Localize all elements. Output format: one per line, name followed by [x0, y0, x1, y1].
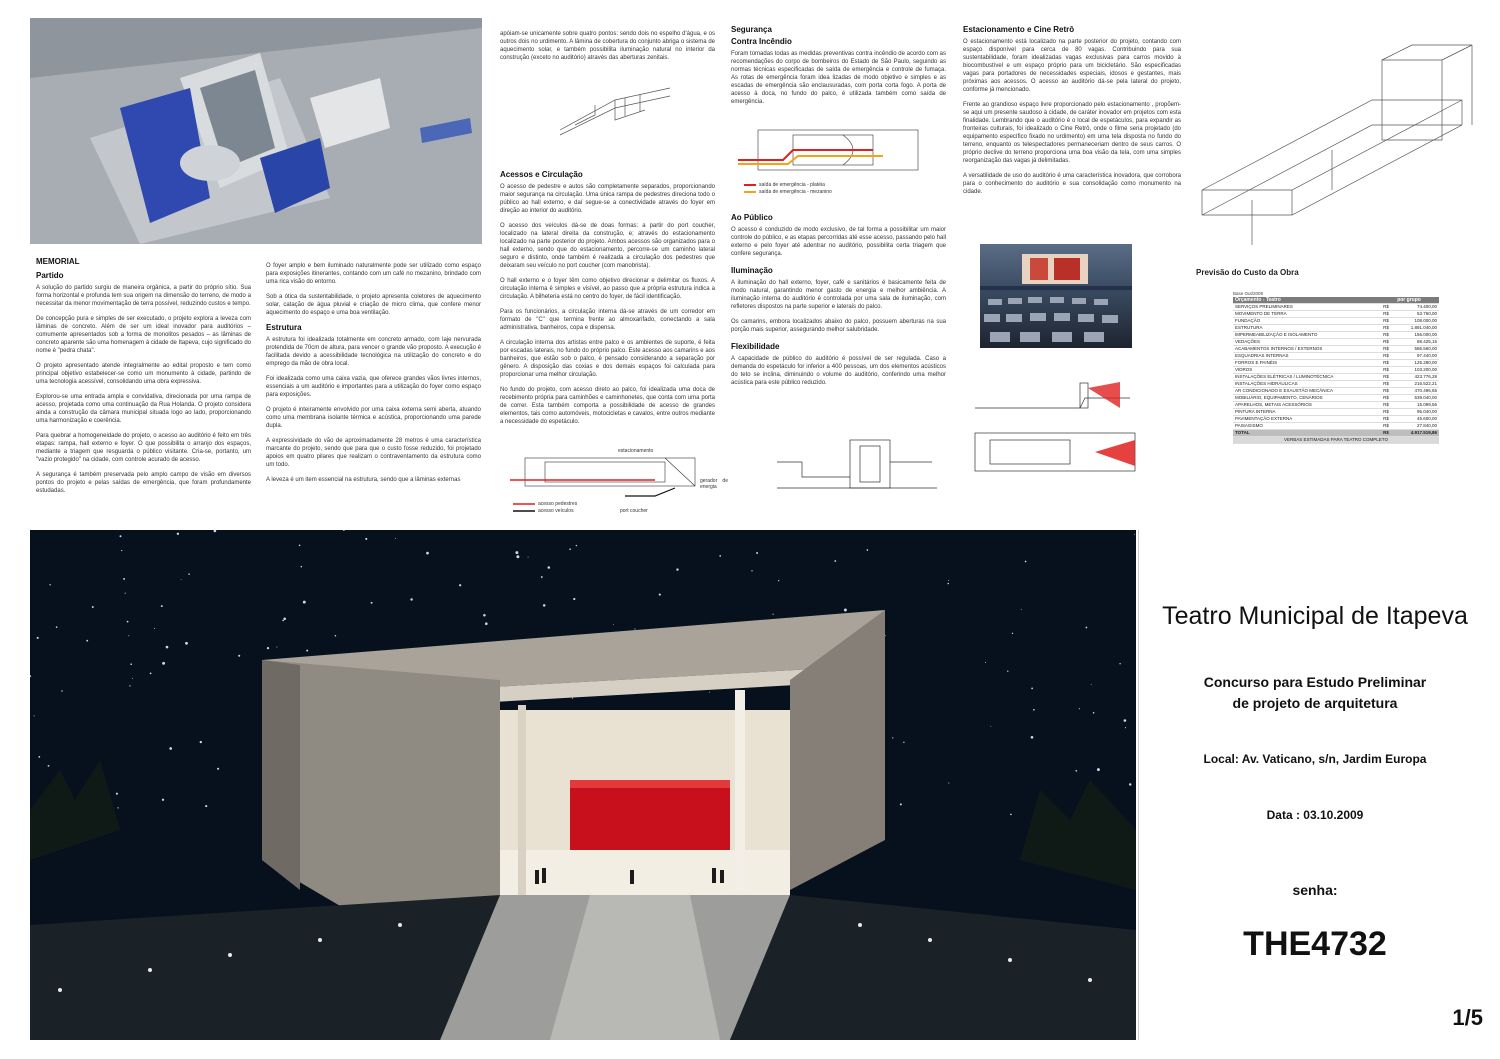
- label-acesso-pedestres: acesso pedestres: [538, 501, 578, 507]
- star: [117, 807, 118, 808]
- paragraph: Para quebrar a homogeneidade do projeto, o acesso ao auditório é feito em três etapas: rampa, hall externo e foyer. O que possibilita o arranjo dos espaços, mediante a triagem que resguarda o público visitante. Cria-se, portanto, um "vazio protegido" na cidade, com controle acurado de acesso.: [36, 433, 251, 463]
- cost-cell-currency: R$: [1381, 416, 1395, 423]
- legend-mezanino-label: saída de emergência - mezanino: [759, 189, 832, 195]
- star: [410, 598, 412, 600]
- paragraph: apóiam-se unicamente sobre quatro pontos: sendo dois no espelho d'água, e os outros dois no urdimento. A lâmina de cobertura do conjunto abriga o sistema de aquecimento solar, e também possibilita iluminação natural no interior da construção (exceto no auditório) através das aberturas zenitais.: [500, 31, 715, 61]
- star: [459, 584, 461, 586]
- cine-retro-drawing: [980, 244, 1132, 348]
- star: [1021, 609, 1022, 610]
- cost-cell-value: 125.280,00: [1395, 360, 1439, 367]
- star: [306, 650, 308, 652]
- cost-cell-value: 97.440,00: [1395, 353, 1439, 360]
- night-render-drawing: [30, 530, 1136, 1040]
- cost-cell-value: 539.040,00: [1395, 395, 1439, 402]
- cost-cell-item: ACABAMENTOS INTERNOS / EXTERNOS: [1233, 346, 1381, 353]
- section-sketch: [555, 80, 675, 140]
- cost-table-row: [1233, 423, 1439, 430]
- cost-cell-value: 156.000,00: [1395, 332, 1439, 339]
- cine-retro-photo: [980, 244, 1132, 348]
- cost-table-row: [1233, 339, 1439, 346]
- star: [990, 726, 991, 727]
- star: [276, 647, 277, 648]
- paragraph: A capacidade de público do auditório é possível de ser regulada. Caso a demanda do espetáculo for inferior a 400 pessoas, um dos elementos acústicos do teto se inclina, diminuindo o volume do auditório, conferindo uma melhor acústica para este público reduzido.: [731, 356, 946, 386]
- subtitle-line-1: Concurso para Estudo Preliminar: [1203, 674, 1427, 690]
- star: [371, 602, 373, 604]
- star: [573, 598, 575, 600]
- star: [154, 628, 155, 629]
- star: [150, 673, 152, 675]
- star: [132, 678, 133, 679]
- paragraph: A segurança é também preservada pelo amplo campo de visão em diversos pontos do projeto e pelas saídas de emergência, que foram profundamente estudadas.: [36, 472, 251, 494]
- star: [483, 614, 486, 617]
- star: [719, 555, 721, 557]
- cost-total-row: [1233, 430, 1439, 437]
- cost-cell-value: 15.099,56: [1395, 402, 1439, 409]
- cost-table-row: [1233, 332, 1439, 339]
- star: [238, 655, 240, 657]
- acessos-heading: Acessos e Circulação: [500, 170, 583, 179]
- contra-incendio-heading: Contra Incêndio: [731, 37, 792, 46]
- star: [130, 663, 132, 665]
- cost-col-value: por grupo: [1395, 297, 1439, 304]
- cost-col-item: Orçamento - Teatro: [1233, 297, 1381, 304]
- star: [1079, 708, 1080, 709]
- star: [38, 756, 40, 758]
- star: [169, 747, 172, 750]
- cost-cell-value: 103.200,00: [1395, 367, 1439, 374]
- estacionamento-heading: Estacionamento e Cine Retrô: [963, 25, 1075, 34]
- cost-cell-value: 45.600,00: [1395, 416, 1439, 423]
- cost-table-row: [1233, 402, 1439, 409]
- cost-cell-currency: R$: [1381, 360, 1395, 367]
- star: [92, 606, 94, 608]
- star: [613, 624, 614, 625]
- star: [948, 580, 949, 581]
- star: [634, 629, 635, 630]
- star: [61, 690, 62, 691]
- star: [166, 646, 169, 649]
- star: [659, 594, 661, 596]
- cost-cell-item: PINTURA INTERNA: [1233, 409, 1381, 416]
- star: [867, 549, 869, 551]
- legend-mezanino: [744, 189, 832, 196]
- paragraph: O hall externo e o foyer têm como objetivo direcionar e delimitar os fluxos. A circulação interna é simples e visível, ao passo que a própria estrutura indica a circulação. A bilheteria está no centro do foyer, de fácil identificação.: [500, 278, 715, 300]
- cost-cell-currency: R$: [1381, 402, 1395, 409]
- cost-cell-item: VEDAÇÕES: [1233, 339, 1381, 346]
- cost-cell-currency: R$: [1381, 367, 1395, 374]
- cost-cell-value: 74.400,00: [1395, 304, 1439, 311]
- night-render: [30, 530, 1136, 1040]
- cost-cell-currency: R$: [1381, 304, 1395, 311]
- star: [541, 576, 543, 578]
- paragraph: A leveza é um item essencial na estrutura, sendo que a lâminas externas: [266, 477, 461, 483]
- security-column: [731, 20, 946, 113]
- star: [751, 570, 752, 571]
- cost-cell-currency: R$: [1381, 332, 1395, 339]
- cost-table-row: [1233, 346, 1439, 353]
- cost-table-wrapper: [1233, 291, 1439, 444]
- star: [709, 692, 710, 693]
- star: [548, 566, 551, 569]
- date: Data : 03.10.2009: [1266, 808, 1364, 822]
- star: [426, 552, 429, 555]
- star: [205, 805, 207, 807]
- star: [1031, 736, 1034, 739]
- star: [121, 550, 122, 551]
- star: [395, 538, 396, 539]
- star: [125, 593, 126, 594]
- star: [200, 741, 202, 743]
- cost-cell-currency: R$: [1381, 339, 1395, 346]
- cost-total-currency: R$: [1381, 430, 1395, 437]
- star: [773, 614, 774, 615]
- cost-cell-item: ESQUADRIAS INTERNAS: [1233, 353, 1381, 360]
- cost-cell-item: ESTRUTURA: [1233, 325, 1381, 332]
- cost-cell-item: FORROS E PAINÉIS: [1233, 360, 1381, 367]
- star: [1134, 534, 1135, 535]
- cost-total-value: 4.917.519,86: [1395, 430, 1439, 437]
- paragraph: Foi idealizada como uma caixa vazia, que oferece grandes vãos livres internos, essenciais a um auditório e importantes para a utilização do foyer como espaço para exposições.: [266, 376, 481, 398]
- legend-plateia-label: saída de emergência - platéia: [759, 182, 825, 188]
- cost-table-row: [1233, 381, 1439, 388]
- star: [335, 635, 337, 637]
- cost-table-row: [1233, 325, 1439, 332]
- cost-table-row: [1233, 367, 1439, 374]
- star: [267, 647, 269, 649]
- cost-cell-currency: R$: [1381, 423, 1395, 430]
- paragraph: O projeto é inteiramente envolvido por uma caixa externa semi aberta, atuando como uma membrana isolante térmica e acústica, proporcionando uma parede dupla.: [266, 407, 481, 429]
- cost-cell-value: 423.776,28: [1395, 374, 1439, 381]
- cost-table-row: [1233, 353, 1439, 360]
- legend-plateia: [744, 182, 825, 189]
- location: Local: Av. Vaticano, s/n, Jardim Europa: [1203, 752, 1427, 766]
- cost-cell-item: MOBILIÁRIO, EQUIPAMENTO, CENÁRIOS: [1233, 395, 1381, 402]
- paragraph: A expressividade do vão de aproximadamente 28 metros é uma característica marcante do projeto, sendo que para que o custo fosse reduzido, foi projetado apoios em quatro pilares que realizam o contraventamento da estrutura como um todo.: [266, 438, 481, 468]
- cost-table-row: [1233, 409, 1439, 416]
- cost-cell-item: APARELHOS, METAIS ACESSÓRIOS: [1233, 402, 1381, 409]
- cost-table-row: [1233, 388, 1439, 395]
- paragraph: A estrutura foi idealizada totalmente em concreto armado, com laje nervurada protendida de 70cm de altura, para vencer o grande vão proposto. A execução é facilitada devido a acessibilidade tecnológica na utilização do concreto e do emprego da mão de obra local.: [266, 337, 481, 367]
- star: [1075, 770, 1077, 772]
- memorial-column: [36, 252, 251, 502]
- cost-cell-item: PAVIMENTAÇÃO EXTERNA: [1233, 416, 1381, 423]
- publico-heading: Ao Público: [731, 213, 773, 222]
- star: [162, 799, 164, 801]
- aerial-render: [30, 18, 482, 244]
- star: [834, 560, 836, 562]
- paragraph: O estacionamento está localizado na parte posterior do projeto, contando com espaço disponível para cerca de 80 vagas. Contribuindo para sua sustentabilidade, foram idealizadas vagas exclusivas para carros movido à biocombustível e um espaço próprio para um bicicletário. São especificadas vagas para portadores de necessidades especiais, idosos e gestantes, mais próximas aos acessos. O acesso ao auditório dá-se pela lateral do projeto, conforme já mencionado.: [963, 39, 1181, 93]
- star: [1093, 712, 1095, 714]
- star: [185, 642, 188, 645]
- cost-cell-item: AR CONDICIONADO E EXAUSTÃO MECÂNICA: [1233, 388, 1381, 395]
- cost-cell-currency: R$: [1381, 395, 1395, 402]
- cost-cell-value: 470.496,65: [1395, 388, 1439, 395]
- paragraph: O projeto apresentado atende integralmente ao edital proposto e tem como principal objetivo estabelecer-se como um monumento à cidade, partindo de uma tecnologia acessível, consolidando uma obra expressiva.: [36, 363, 251, 385]
- paragraph: O acesso de pedestre e autos são completamente separados, proporcionando maior segurança na circulação. Uma única rampa de pedestres direciona todo o público ao hall externo, e daí segue-se a conectividade através do foyer em direção ao interior do auditório.: [500, 184, 715, 214]
- cost-cell-item: INSTALAÇÕES HIDRÁULICAS: [1233, 381, 1381, 388]
- cost-cell-item: SERVIÇOS PRELIMINARES: [1233, 304, 1381, 311]
- star: [572, 698, 573, 699]
- paragraph: O acesso é conduzido de modo exclusivo, de tal forma a possibilitar um maior controle do público, e as etapas percorridas até esse acesso, passando pelo hall externo e pelo foyer até adentrar no auditório, possibilita certa triagem que confere segurança.: [731, 227, 946, 257]
- memorial-heading: MEMORIAL: [36, 257, 80, 266]
- star: [181, 579, 182, 580]
- paragraph: Para os funcionários, a circulação interna dá-se através de um corredor em formato de "C" que termina frente ao almoxarifado, conectando a sala administrativa, banheiros, copa e dispensa.: [500, 309, 715, 331]
- legend-yellow-swatch: [744, 191, 756, 193]
- cost-footnote-row: [1233, 437, 1439, 444]
- axonometric-sketch: [1192, 40, 1482, 250]
- star: [985, 662, 986, 663]
- label-estacionamento: estacionamento: [618, 448, 654, 454]
- cost-cell-currency: R$: [1381, 374, 1395, 381]
- paragraph: A circulação interna dos artistas entre palco e os ambientes de suporte, é feita por escadas laterais, no fundo do próprio palco. Este acesso aos camarins e aos banheiros, que estão sob o palco, é pensado considerando a separação por gênero. A disposição das coxias e dos demais espaços foi calculada para proporcionar uma melhor circulação.: [500, 340, 715, 378]
- iluminacao-heading: Iluminação: [731, 266, 773, 275]
- star: [1125, 727, 1126, 728]
- paragraph: No fundo do projeto, com acesso direto ao palco, foi idealizada uma doca de recebimento própria para caminhões e caminhonetes, que conta com uma porta de correr. Esta também comporta a possibilidade de acesso de grandes elementos, tais como automóveis, motocicletas e cavalos, entre outros mediante a necessidade do espetáculo.: [500, 387, 715, 425]
- star: [301, 566, 303, 568]
- cost-cell-currency: R$: [1381, 346, 1395, 353]
- cost-cell-value: 95.040,00: [1395, 409, 1439, 416]
- security-column-continued: [731, 208, 946, 394]
- cost-cell-item: MOVIMENTO DE TERRA: [1233, 311, 1381, 318]
- cost-cell-currency: R$: [1381, 325, 1395, 332]
- cost-cell-value: 216.522,21: [1395, 381, 1439, 388]
- structure-column: [266, 262, 481, 491]
- star: [1025, 561, 1027, 563]
- star: [161, 605, 163, 607]
- star: [903, 742, 904, 743]
- cost-footnote: VERBAS ESTIMADAS PARA TEATRO COMPLETO: [1233, 437, 1439, 444]
- cost-table-row: [1233, 395, 1439, 402]
- star: [1124, 719, 1127, 722]
- estrutura-heading: Estrutura: [266, 323, 302, 332]
- star: [128, 635, 129, 636]
- cost-cell-currency: R$: [1381, 318, 1395, 325]
- star: [1012, 633, 1013, 634]
- star: [162, 662, 165, 665]
- star: [515, 551, 518, 554]
- cost-cell-currency: R$: [1381, 381, 1395, 388]
- cost-cell-item: VIDROS: [1233, 367, 1381, 374]
- senha-code: THE4732: [1243, 925, 1387, 963]
- star: [1091, 684, 1092, 685]
- paragraph: Sob a ótica da sustentabilidade, o projeto apresenta coletores de aquecimento solar, catação de água pluvial e criação de micro clima, que confere menor aquecimento do espaço e uma boa ventilação.: [266, 294, 481, 316]
- cost-table-row: [1233, 304, 1439, 311]
- star: [676, 568, 678, 570]
- star: [116, 793, 118, 795]
- star: [56, 626, 58, 628]
- star: [1129, 783, 1131, 785]
- star: [844, 609, 847, 612]
- cost-cell-value: 108.000,00: [1395, 318, 1439, 325]
- cost-table: [1233, 297, 1439, 444]
- paragraph: Frente ao grandioso espaço livre proporcionado pelo estacionamento , propõem-se aqui um presente saudoso à cidade, de caráter inovador em projetos com esta finalidade. Lembrando que o auditório é o local de espetáculos, para expandir as fronteiras culturais, foi idealizado o Cine Retrô, onde o filme seria projetado (do equipamento específico fixado no urdimento) em uma tela disposta no fundo do terreno, enquanto os telespectadores permaneceriam dentro de seus carros. O próprio declive do terreno proporciona uma boa visão da tela, com uma simples reorganização das vagas já delimitadas.: [963, 102, 1181, 164]
- star: [1007, 671, 1008, 672]
- star: [86, 640, 88, 642]
- star: [1033, 709, 1035, 711]
- paragraph: A versatilidade de uso do auditório é uma característica inovadora, que corrobora para o conhecimento do auditório e sua consolidação como monumento na cidade.: [963, 173, 1181, 195]
- star: [127, 621, 129, 623]
- star: [778, 580, 779, 581]
- star: [48, 765, 50, 767]
- flexibilidade-heading: Flexibilidade: [731, 342, 780, 351]
- paragraph: A iluminação do hall externo, foyer, café e sanitários é basicamente feita de modo natural, garantindo menor gasto de energia e melhor ambiência. A iluminação interna do auditório é controlada por uma sala de iluminação, com refletores dispostos na parte superior e laterais do palco.: [731, 280, 946, 310]
- cost-table-body: [1233, 304, 1439, 430]
- cost-table-row: [1233, 360, 1439, 367]
- paragraph: Explorou-se uma entrada ampla e convidativa, direcionada por uma rampa de acesso, projetada como uma continuação da Rua Holanda. O projeto considera ainda a construção da câmara municipal situada logo ao lado, proporcionando uma harmonização e coerência.: [36, 394, 251, 424]
- cost-cell-value: 88.425,15: [1395, 339, 1439, 346]
- aerial-render-drawing: [30, 18, 482, 244]
- project-title: Teatro Municipal de Itapeva: [1162, 602, 1468, 630]
- cost-heading: Previsão do Custo da Obra: [1196, 268, 1299, 277]
- star: [1031, 688, 1033, 690]
- label-port-coucher: port coucher: [620, 508, 648, 514]
- star: [1097, 768, 1100, 771]
- title-panel: [1138, 530, 1491, 1040]
- star: [188, 573, 190, 575]
- cost-cell-value: 1.891.040,00: [1395, 325, 1439, 332]
- cost-table-row: [1233, 311, 1439, 318]
- star: [1119, 663, 1120, 664]
- star: [516, 555, 519, 558]
- seguranca-heading: Segurança: [731, 25, 772, 34]
- paragraph: O foyer amplo e bem iluminado naturalmente pode ser utilizado como espaço para exposições itinerantes, contando com um café no mezanino, brindado com uma rica visão do entorno.: [266, 263, 481, 285]
- star: [948, 782, 949, 783]
- paragraph: O acesso dos veículos dá-se de doas formas: a partir do port coucher, localizado na lateral direita da construção, e; através do estacionamento localizado na parte posterior do projeto. Ambos acessos são organizados para o hall externo, sendo que do estacionamento, percorre-se um caminho lateral seguro e distinto, onde também é realizada a circulação dos pedestres que deixaram seu veículo no port coucher (com manobrista).: [500, 223, 715, 269]
- cost-cell-item: FUNDAÇÃO: [1233, 318, 1381, 325]
- emergency-plan-diagram: [733, 120, 943, 180]
- star: [177, 533, 179, 535]
- star: [303, 601, 306, 604]
- cost-table-row: [1233, 374, 1439, 381]
- cost-base-label: Base Out/2009: [1233, 291, 1264, 296]
- cost-cell-value: 27.840,00: [1395, 423, 1439, 430]
- subtitle-line-2: de projeto de arquitetura: [1232, 695, 1398, 711]
- cost-cell-currency: R$: [1381, 409, 1395, 416]
- star: [576, 545, 577, 546]
- label-acesso-veiculos: acesso veículos: [538, 508, 574, 514]
- cost-total-label: TOTAL: [1233, 430, 1381, 437]
- access-column: [500, 30, 715, 69]
- cost-cell-currency: R$: [1381, 388, 1395, 395]
- star: [1010, 814, 1012, 816]
- label-gerador: gerador de energia: [700, 478, 728, 490]
- partido-heading: Partido: [36, 271, 64, 280]
- cost-cell-value: 586.560,00: [1395, 346, 1439, 353]
- cost-cell-item: PAISAGISMO: [1233, 423, 1381, 430]
- star: [569, 548, 571, 550]
- star: [129, 685, 130, 686]
- access-column-continued: [500, 165, 715, 433]
- paragraph: De concepção pura e simples de ser executado, o projeto explora a leveza com lâminas de concreto. Além de ser um ideal inovador para auditórios – comumente apresentados sob a forma de monolitos pesados – as lâminas de concreto aparente são uma homenagem à cidade de Itapeva, cujo significado do nome é "pedra chata".: [36, 316, 251, 354]
- parking-column: [963, 20, 1181, 203]
- cost-cell-value: 53.760,00: [1395, 311, 1439, 318]
- star: [37, 637, 39, 639]
- cost-table-row: [1233, 318, 1439, 325]
- senha-label: senha:: [1292, 882, 1338, 898]
- cost-table-row: [1233, 416, 1439, 423]
- legend-red-swatch: [744, 184, 756, 186]
- star: [1086, 627, 1088, 629]
- cost-cell-currency: R$: [1381, 353, 1395, 360]
- star: [282, 620, 284, 622]
- star: [543, 604, 546, 607]
- cost-cell-currency: R$: [1381, 311, 1395, 318]
- star: [892, 737, 893, 738]
- paragraph: Os camarins, embora localizados abaixo do palco, possuem aberturas na sua porção mais superior, assegurando melhor salubridade.: [731, 319, 946, 333]
- cine-retro-section: [970, 378, 1140, 473]
- star: [217, 768, 219, 770]
- star: [365, 538, 367, 540]
- star: [283, 618, 286, 621]
- cost-cell-item: IMPERMEABILIZAÇÃO E ISOLAMENTO: [1233, 332, 1381, 339]
- flexibility-section-diagram: [772, 432, 942, 492]
- page-number: 1/5: [1452, 1005, 1483, 1030]
- star: [900, 803, 902, 805]
- star: [299, 545, 301, 547]
- star: [120, 535, 122, 537]
- paragraph: Foram tomadas todas as medidas preventivas contra incêndio de acordo com as recomendações do corpo de bombeiros do Estado de São Paulo, seguindo as normas técnicas especificadas de saída de emergência e controle de fumaça. As rotas de emergência foram idea lizadas de modo objetivo e simples e as escadas de emergência são enclausuradas, com porta corta fogo. A porta de acesso à doca, no fundo do palco, é utilizada também como saída de emergência.: [731, 51, 946, 105]
- star: [528, 557, 529, 558]
- star: [485, 622, 488, 625]
- paragraph: A solução do partido surgiu de maneira orgânica, a partir do próprio sítio. Sua forma horizontal e profunda tem sua origem na dimensão do terreno, de modo a necessitar da menor movimentação de terra possível, reduzindo custos e tempo.: [36, 285, 251, 307]
- star: [756, 552, 758, 554]
- star: [34, 715, 35, 716]
- star: [947, 583, 949, 585]
- star: [49, 584, 50, 585]
- cost-cell-item: INSTALAÇÕES ELÉTRICAS / LUMINOTÉCNICA: [1233, 374, 1381, 381]
- star: [123, 578, 125, 580]
